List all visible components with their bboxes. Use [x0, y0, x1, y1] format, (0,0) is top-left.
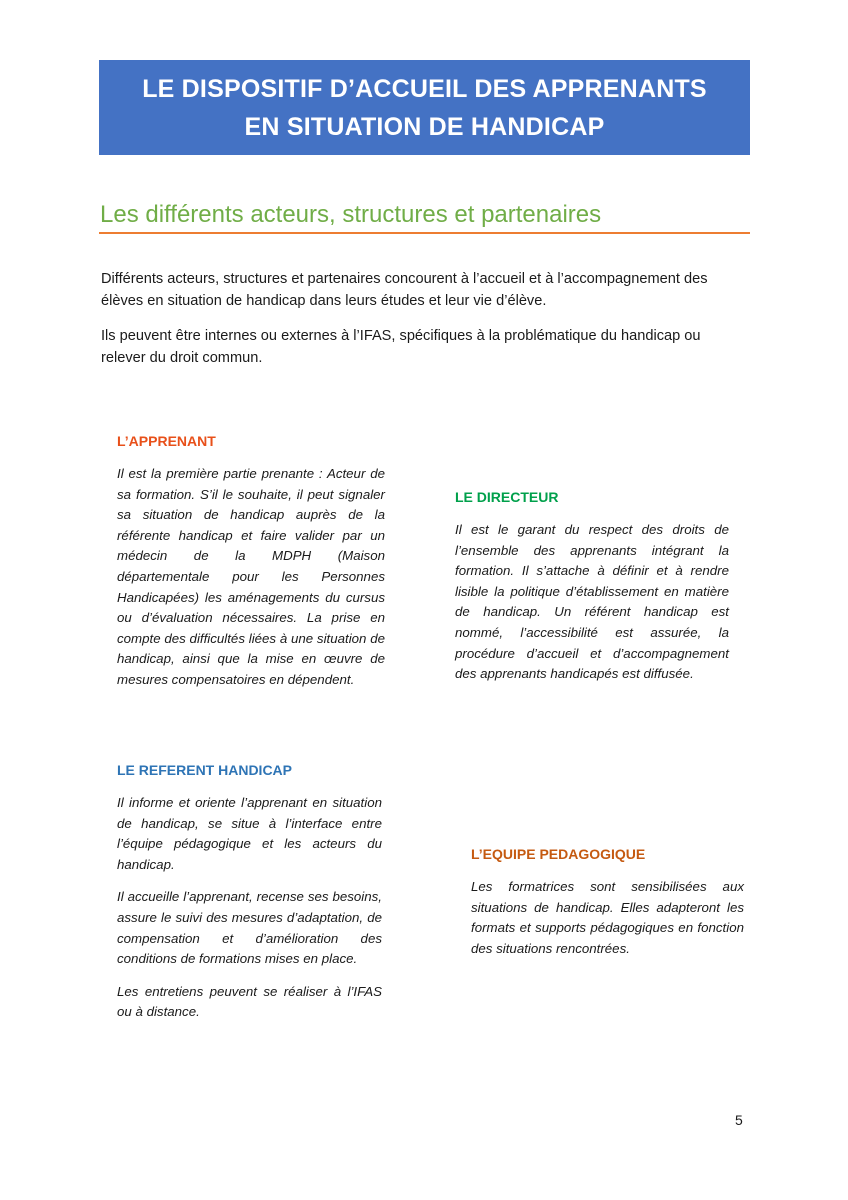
title-line-1: LE DISPOSITIF D’ACCUEIL DES APPRENANTS	[142, 74, 707, 103]
block-equipe	[471, 845, 744, 971]
block-directeur-text: Il est le garant du respect des droits de l’ensemble des apprenants intégrant la formation. Il s’attache à définir et à rendre lisible la politique d’établissement en matière de handicap. Un référent handicap est nommé, l’accessibilité est assurée, la procédure d’accueil et d’accompagnement des apprenants handicapés est diffusée.	[455, 522, 729, 682]
section-divider	[99, 232, 750, 234]
block-equipe-text: Les formatrices sont sensibilisées aux situations de handicap. Elles adapteront les formats et supports pédagogiques en fonction des situations rencontrées.	[471, 879, 744, 956]
block-referent-text-1: Il informe et oriente l’apprenant en situation de handicap, se situe à l’interface entre l’équipe pédagogique et les acteurs du handicap.	[117, 795, 382, 872]
block-referent-text-3: Les entretiens peuvent se réaliser à l’IFAS ou à distance.	[117, 983, 382, 1020]
intro-paragraph-1: Différents acteurs, structures et partenaires concourent à l’accueil et à l’accompagnement des élèves en situation de handicap dans leurs études et leur vie d’élève.	[101, 271, 708, 309]
section-heading: Les différents acteurs, structures et partenaires	[100, 201, 602, 228]
block-apprenant	[117, 432, 385, 703]
block-apprenant-title: L’APPRENANT	[117, 433, 216, 449]
block-apprenant-text: Il est la première partie prenante : Acteur de sa formation. S’il le souhaite, il peut signaler sa situation de handicap auprès de la référente handicap et faire valider par un médecin de la MDPH (Maison départementale pour les Personnes Handicapées) les aménagements du cursus ou d’évaluation nécessaires. La prise en compte des difficultés liées à une situation de handicap, ainsi que la mise en œuvre de mesures compensatoires en dépendent.	[117, 466, 385, 687]
block-directeur-title: LE DIRECTEUR	[455, 489, 559, 505]
block-referent	[117, 761, 382, 1035]
block-directeur	[455, 488, 729, 697]
title-line-2: EN SITUATION DE HANDICAP	[244, 112, 605, 141]
block-equipe-title: L’EQUIPE PEDAGOGIQUE	[471, 846, 646, 862]
intro-paragraph-2: Ils peuvent être internes ou externes à l’IFAS, spécifiques à la problématique du handicap ou relever du droit commun.	[101, 328, 701, 366]
title-banner	[99, 60, 750, 155]
page-number: 5	[735, 1112, 743, 1128]
block-referent-text-2: Il accueille l’apprenant, recense ses besoins, assure le suivi des mesures d’adaptation, de compensation et d’amélioration des conditions de formations mises en place.	[117, 889, 382, 967]
block-referent-title: LE REFERENT HANDICAP	[117, 762, 293, 778]
